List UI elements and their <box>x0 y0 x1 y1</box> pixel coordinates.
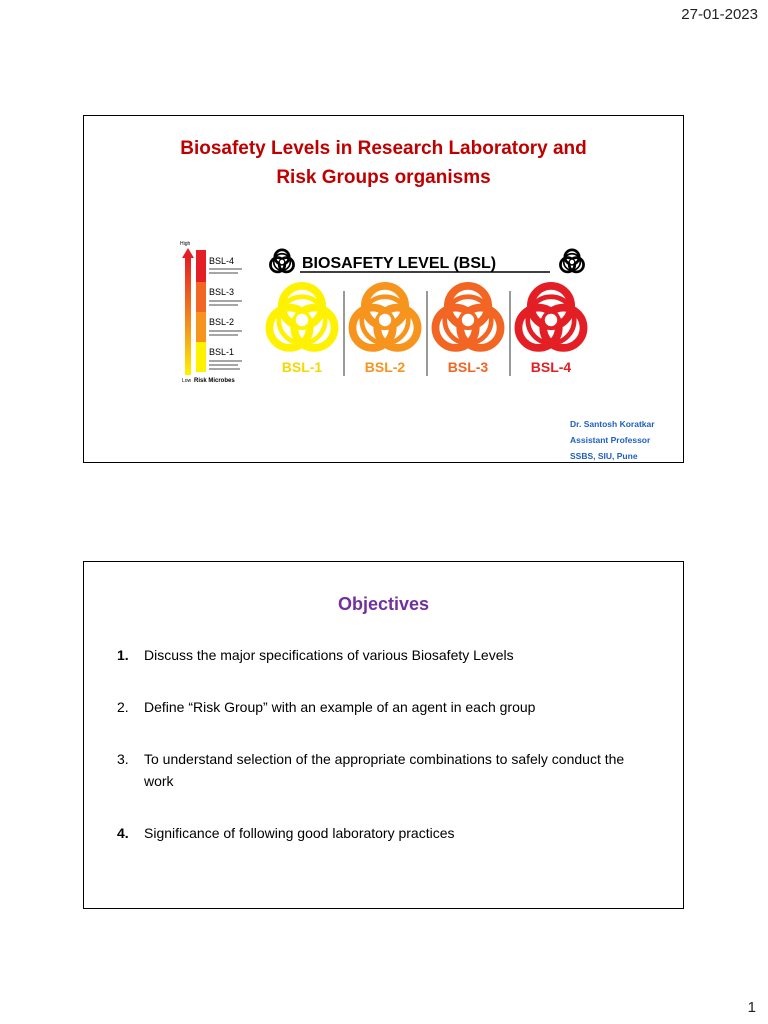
page-number: 1 <box>747 999 756 1016</box>
scale-caption: Risk Microbes <box>194 378 235 384</box>
objectives-title: Objectives <box>337 594 430 614</box>
biohazard-small-icon-right <box>560 250 583 272</box>
objective-number: 3. <box>117 751 129 767</box>
level-label-3: BSL-3 <box>209 287 235 297</box>
objective-item-1 <box>117 644 637 666</box>
level-label-1: BSL-1 <box>209 347 235 357</box>
symbol-label-1: BSL-1 <box>281 359 323 375</box>
author-block <box>570 416 655 464</box>
scale-high-label: High <box>180 241 191 247</box>
biosafety-level-infographic <box>180 236 594 386</box>
author-affiliation: SSBS, SIU, Pune <box>570 451 638 461</box>
symbol-label-3: BSL-3 <box>447 359 489 375</box>
bsl-4-biohazard-icon <box>518 286 583 348</box>
title-line-2: Risk Groups organisms <box>276 167 491 188</box>
author-name: Dr. Santosh Koratkar <box>570 419 655 429</box>
bsl-3-biohazard-icon <box>435 286 500 348</box>
scale-low-label: Low <box>182 378 192 384</box>
objective-text: Discuss the major specifications of various Biosafety Levels <box>144 647 514 663</box>
bsl-1-biohazard-icon <box>269 286 334 348</box>
infographic-heading: BIOSAFETY LEVEL (BSL) <box>302 255 497 272</box>
bsl-2-biohazard-icon <box>352 286 417 348</box>
objective-item-3 <box>117 748 637 792</box>
slide-date: 27-01-2023 <box>681 6 758 23</box>
title-slide <box>83 115 684 463</box>
objective-item-2 <box>117 696 637 718</box>
symbol-label-2: BSL-2 <box>364 359 406 375</box>
level-stack <box>196 250 242 372</box>
objective-text: To understand selection of the appropriate combinations to safely conduct the work <box>144 751 625 789</box>
slide-title <box>84 134 683 192</box>
title-line-1: Biosafety Levels in Research Laboratory and <box>180 138 587 159</box>
scale-arrow-head <box>182 248 194 258</box>
objective-number: 2. <box>117 699 129 715</box>
level-label-4: BSL-4 <box>209 256 235 266</box>
objectives-slide <box>83 561 684 909</box>
scale-arrow-shaft <box>185 257 191 375</box>
objective-text: Significance of following good laboratory practices <box>144 825 455 841</box>
author-position: Assistant Professor <box>570 435 651 445</box>
objective-text: Define “Risk Group” with an example of an agent in each group <box>144 699 536 715</box>
symbol-label-4: BSL-4 <box>530 359 572 375</box>
biohazard-small-icon-left <box>270 250 293 272</box>
objective-number: 4. <box>117 825 129 841</box>
level-label-2: BSL-2 <box>209 317 235 327</box>
objective-item-4 <box>117 822 637 844</box>
objective-number: 1. <box>117 647 129 663</box>
